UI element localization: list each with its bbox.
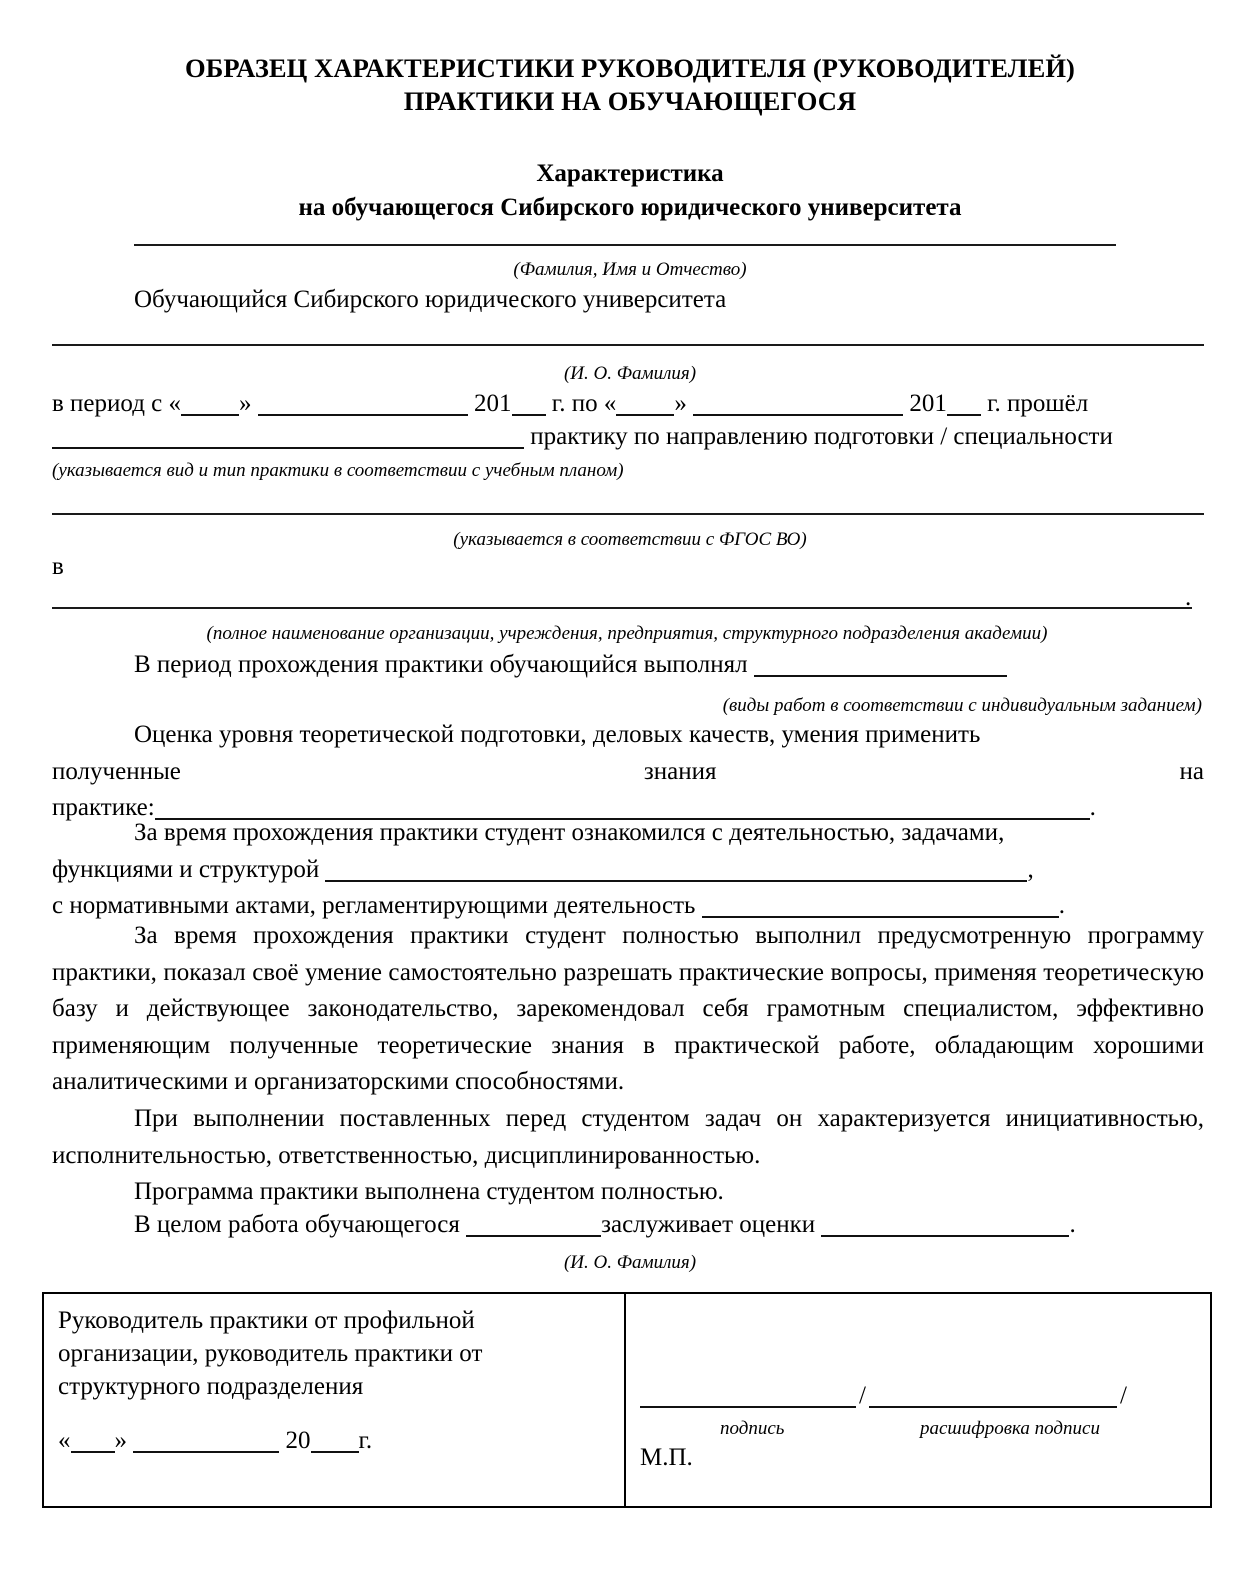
work-types-caption: (виды работ в соответствии с индивидуальным заданием): [722, 695, 1202, 716]
date-month-blank[interactable]: [133, 1427, 279, 1453]
period-year-prefix-2: 201: [909, 390, 947, 417]
supervisor-role-text: Руководитель практики от профильной организации, руководитель практики от структурного подразделения: [58, 1307, 483, 1400]
signature-table: [42, 1292, 1212, 1508]
evaluation-word-1: полученные: [52, 757, 181, 785]
acquainted-text-3: с нормативными актами, регламентирующими деятельность: [52, 892, 696, 919]
organization-period-dot: .: [1185, 584, 1192, 611]
acquainted-comma: ,: [1027, 855, 1034, 883]
date-year-suffix: г.: [358, 1427, 373, 1454]
practice-kind-blank[interactable]: [52, 423, 524, 449]
fgos-blank-rule[interactable]: [52, 513, 1204, 515]
overall-prefix: В целом работа обучающегося: [134, 1211, 460, 1238]
overall-work-blank[interactable]: [466, 1211, 601, 1237]
io-familiya-caption-2: (И. О. Фамилия): [563, 1252, 697, 1273]
date-quote-open: «: [58, 1427, 71, 1454]
evaluation-text: Оценка уровня теоретической подготовки, деловых качеств, умения применить: [134, 721, 981, 748]
organization-prefix: в: [52, 553, 64, 580]
period-prefix: в период с «: [52, 390, 182, 417]
period-year-suffix: г. по «: [551, 390, 617, 417]
overall-middle: заслуживает оценки: [601, 1211, 816, 1238]
signature-caption: подпись: [720, 1418, 785, 1439]
qualities-paragraph: [52, 1101, 1204, 1174]
overall-grade-blank[interactable]: [821, 1211, 1069, 1237]
signature-decoding-blank[interactable]: [869, 1382, 1117, 1408]
fio-blank-rule[interactable]: [134, 244, 1116, 246]
evaluation-word-3: на: [1179, 757, 1204, 785]
period-quote-close-2: »: [674, 390, 687, 417]
evaluation-first-line: [52, 717, 1204, 754]
io-familiya-blank-rule[interactable]: [52, 344, 1204, 346]
student-university-line: Обучающийся Сибирского юридического университета: [134, 286, 727, 313]
acquainted-dot: .: [1058, 892, 1065, 919]
performed-works-line: [134, 648, 1007, 681]
date-quote-close: »: [114, 1427, 127, 1454]
io-familiya-caption: (И. О. Фамилия): [563, 363, 697, 384]
acquainted-paragraph: [52, 815, 1204, 925]
period-line: [52, 387, 1088, 420]
period-year-from-blank[interactable]: [512, 390, 546, 416]
evaluation-word-2: знания: [643, 757, 717, 785]
decoding-caption: расшифровка подписи: [920, 1418, 1100, 1439]
period-month-from-blank[interactable]: [258, 390, 468, 416]
evaluation-second-line: [52, 754, 1204, 791]
period-day-from-blank[interactable]: [181, 390, 239, 416]
organization-caption: (полное наименование организации, учреждения, предприятия, структурного подразделения академии): [206, 623, 1048, 644]
practice-kind-caption: (указывается вид и тип практики в соответствии с учебным планом): [52, 460, 624, 481]
evaluation-paragraph: [52, 717, 1204, 827]
functions-structure-blank[interactable]: [325, 856, 1027, 882]
qualities-paragraph-text: При выполнении поставленных перед студентом задач он характеризуется инициативностью, исполнительностью, ответственностью, дисциплинированностью.: [52, 1105, 1204, 1169]
acquainted-line-2: [52, 852, 1204, 889]
stamp-label: М.П.: [640, 1444, 693, 1471]
fgos-caption: (указывается в соответствии с ФГОС ВО): [453, 529, 807, 550]
signature-blank-lines: [640, 1382, 1200, 1410]
acquainted-line-1: [52, 815, 1204, 852]
signature-slash-1: /: [859, 1382, 866, 1409]
period-quote-close-1: »: [239, 390, 252, 417]
acquainted-text-1: За время прохождения практики студент ознакомился с деятельностью, задачами,: [134, 819, 1005, 846]
subtitle-line-2: на обучающегося Сибирского юридического университета: [298, 194, 962, 221]
overall-mark-line: [134, 1208, 1076, 1241]
period-day-to-blank[interactable]: [616, 390, 674, 416]
signature-blank[interactable]: [640, 1382, 856, 1408]
signature-table-left-cell: [44, 1294, 624, 1506]
organization-blank-rule[interactable]: [52, 607, 1192, 609]
acquainted-text-2: функциями и структурой: [52, 855, 320, 883]
program-completed-line: Программа практики выполнена студентом полностью.: [134, 1178, 724, 1205]
normative-acts-blank[interactable]: [702, 892, 1059, 918]
main-paragraph: [52, 918, 1204, 1101]
document-subtitle: [100, 157, 1160, 225]
overall-dot: .: [1069, 1211, 1076, 1238]
signature-date-line: [58, 1427, 372, 1455]
period-year-to-blank[interactable]: [947, 390, 981, 416]
date-day-blank[interactable]: [71, 1427, 115, 1453]
evaluation-practice-label: практике:: [52, 794, 155, 821]
period-year-prefix-1: 201: [474, 390, 512, 417]
period-month-to-blank[interactable]: [693, 390, 903, 416]
period-passed-word: г. прошёл: [987, 390, 1089, 417]
page-title-line-2: ПРАКТИКИ НА ОБУЧАЮЩЕГОСЯ: [403, 86, 857, 116]
date-year-blank[interactable]: [311, 1427, 359, 1453]
practice-direction-text: практику по направлению подготовки / специальности: [530, 423, 1113, 450]
subtitle-line-1: Характеристика: [536, 160, 724, 187]
signature-table-right-cell: [626, 1294, 1214, 1506]
page-title-line-1: ОБРАЗЕЦ ХАРАКТЕРИСТИКИ РУКОВОДИТЕЛЯ (РУКОВОДИТЕЛЕЙ): [185, 53, 1075, 83]
performed-works-text: В период прохождения практики обучающийся выполнял: [134, 651, 748, 678]
practice-direction-line: [52, 420, 1113, 453]
fio-caption: (Фамилия, Имя и Отчество): [513, 259, 747, 280]
evaluation-dot: .: [1089, 794, 1096, 821]
signature-slash-2: /: [1119, 1382, 1127, 1409]
page-title: [100, 52, 1160, 118]
performed-works-blank[interactable]: [754, 651, 1007, 677]
date-year-prefix: 20: [285, 1427, 311, 1454]
main-paragraph-text: За время прохождения практики студент полностью выполнил предусмотренную программу практики, показал своё умение самостоятельно разрешать практические вопросы, применяя теоретическую базу и действующее законодательство, зарекомендовал себя грамотным специалистом, эффективно применяющим полученные теоретические знания в практической работе, обладающим хорошими аналитическими и организаторскими способностями.: [52, 922, 1204, 1095]
